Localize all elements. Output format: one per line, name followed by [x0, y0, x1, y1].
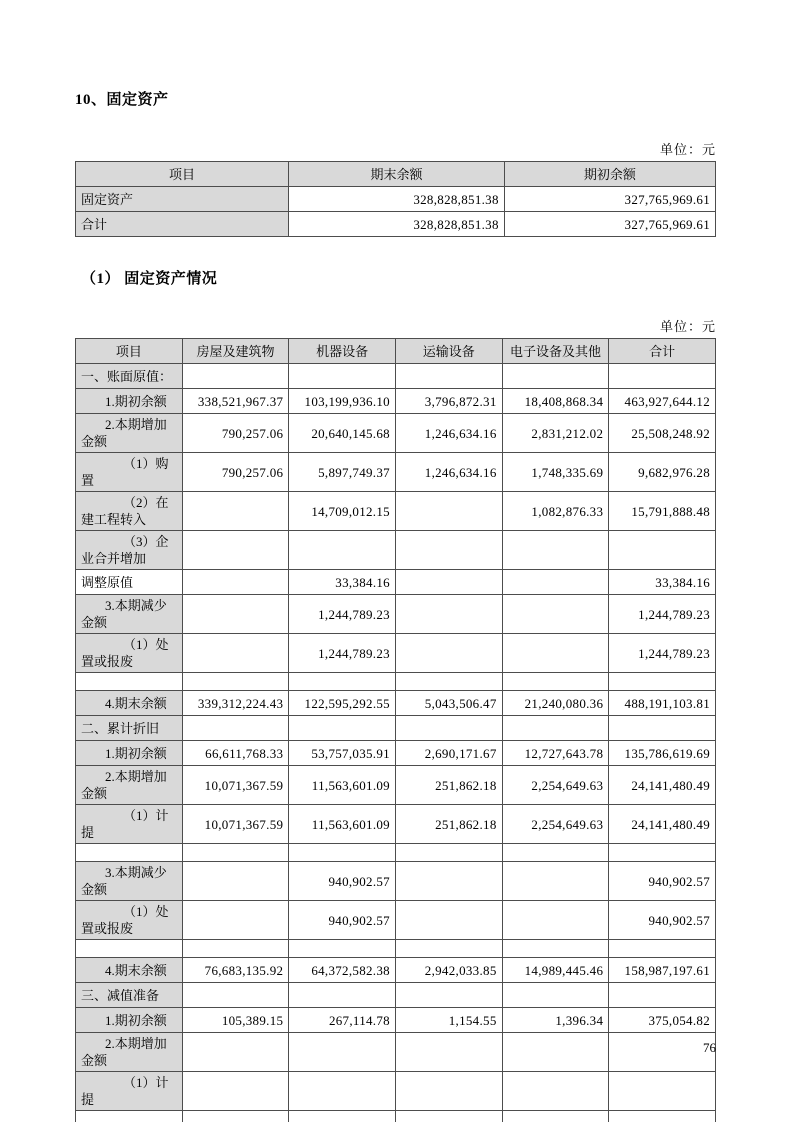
value-cell: 33,384.16	[289, 570, 396, 595]
value-cell	[182, 364, 289, 389]
value-cell: 1,748,335.69	[502, 453, 609, 492]
value-cell	[609, 673, 716, 691]
value-cell	[502, 570, 609, 595]
value-cell	[289, 1111, 396, 1122]
value-cell: 267,114.78	[289, 1008, 396, 1033]
value-cell	[182, 901, 289, 940]
value-cell: 488,191,103.81	[609, 691, 716, 716]
value-cell: 12,727,643.78	[502, 741, 609, 766]
value-cell	[182, 673, 289, 691]
value-cell: 25,508,248.92	[609, 414, 716, 453]
table-row	[76, 741, 716, 766]
row-label-cell: （1）计提	[76, 1072, 183, 1111]
row-label-cell: （1）处置或报废	[76, 901, 183, 940]
row-label-cell	[76, 940, 183, 958]
page-number: 76	[703, 1040, 716, 1055]
value-cell	[182, 531, 289, 570]
row-label-cell: 调整原值	[76, 570, 183, 595]
value-cell	[502, 673, 609, 691]
value-cell	[609, 1033, 716, 1072]
value-cell	[395, 1072, 502, 1111]
value-cell	[289, 1033, 396, 1072]
table-row	[76, 364, 716, 389]
detail-table-header	[76, 339, 716, 364]
table-row	[76, 691, 716, 716]
row-label-cell: （1）处置或报废	[76, 634, 183, 673]
value-cell: 18,408,868.34	[502, 389, 609, 414]
column-header: 房屋及建筑物	[182, 339, 289, 364]
value-cell	[182, 1111, 289, 1122]
row-label-cell: 3.本期减少金额	[76, 862, 183, 901]
value-cell	[182, 595, 289, 634]
table-row	[76, 1072, 716, 1111]
value-cell	[502, 844, 609, 862]
value-cell	[395, 862, 502, 901]
value-cell: 2,942,033.85	[395, 958, 502, 983]
value-cell: 3,796,872.31	[395, 389, 502, 414]
column-header: 合计	[609, 339, 716, 364]
value-cell	[502, 1072, 609, 1111]
value-cell	[395, 983, 502, 1008]
value-cell: 328,828,851.38	[289, 212, 505, 237]
value-cell	[395, 531, 502, 570]
value-cell	[502, 940, 609, 958]
value-cell	[182, 983, 289, 1008]
value-cell: 5,043,506.47	[395, 691, 502, 716]
table-row	[76, 983, 716, 1008]
value-cell	[395, 901, 502, 940]
value-cell	[182, 844, 289, 862]
table-row	[76, 453, 716, 492]
value-cell	[289, 1072, 396, 1111]
table-row	[76, 570, 716, 595]
row-label-cell	[76, 1111, 183, 1122]
column-header: 电子设备及其他	[502, 339, 609, 364]
value-cell: 11,563,601.09	[289, 766, 396, 805]
value-cell: 1,244,789.23	[609, 595, 716, 634]
value-cell: 9,682,976.28	[609, 453, 716, 492]
fixed-assets-detail-table	[75, 338, 716, 1122]
value-cell	[609, 940, 716, 958]
table-row	[76, 673, 716, 691]
value-cell	[502, 1033, 609, 1072]
table-row	[76, 766, 716, 805]
value-cell: 21,240,080.36	[502, 691, 609, 716]
value-cell	[502, 901, 609, 940]
row-label-cell: 固定资产	[76, 187, 289, 212]
value-cell: 338,521,967.37	[182, 389, 289, 414]
value-cell: 158,987,197.61	[609, 958, 716, 983]
value-cell	[289, 983, 396, 1008]
unit-label: 单位：元	[659, 142, 716, 157]
column-header: 项目	[76, 162, 289, 187]
value-cell: 327,765,969.61	[504, 187, 715, 212]
value-cell: 463,927,644.12	[609, 389, 716, 414]
value-cell: 122,595,292.55	[289, 691, 396, 716]
table-row	[76, 940, 716, 958]
value-cell	[395, 940, 502, 958]
value-cell: 940,902.57	[289, 901, 396, 940]
row-label-cell: 1.期初余额	[76, 741, 183, 766]
value-cell: 66,611,768.33	[182, 741, 289, 766]
value-cell: 1,246,634.16	[395, 453, 502, 492]
summary-table-header	[76, 162, 716, 187]
value-cell	[502, 595, 609, 634]
page-title: 10、固定资产	[75, 92, 169, 108]
row-label-cell: 1.期初余额	[76, 1008, 183, 1033]
value-cell	[395, 673, 502, 691]
value-cell	[502, 983, 609, 1008]
row-label-cell: 2.本期增加金额	[76, 414, 183, 453]
value-cell	[289, 940, 396, 958]
value-cell: 1,244,789.23	[609, 634, 716, 673]
value-cell	[395, 1033, 502, 1072]
value-cell	[395, 364, 502, 389]
value-cell: 24,141,480.49	[609, 805, 716, 844]
value-cell	[289, 716, 396, 741]
value-cell	[182, 940, 289, 958]
column-header: 期末余额	[289, 162, 505, 187]
row-label-cell: 一、账面原值：	[76, 364, 183, 389]
row-label-cell: 3.本期减少金额	[76, 595, 183, 634]
column-header: 运输设备	[395, 339, 502, 364]
value-cell: 14,989,445.46	[502, 958, 609, 983]
value-cell	[502, 531, 609, 570]
value-cell: 2,254,649.63	[502, 766, 609, 805]
table-row	[76, 212, 716, 237]
value-cell: 135,786,619.69	[609, 741, 716, 766]
value-cell: 103,199,936.10	[289, 389, 396, 414]
header-row	[76, 162, 716, 187]
row-label-cell: 三、减值准备	[76, 983, 183, 1008]
value-cell: 20,640,145.68	[289, 414, 396, 453]
value-cell: 10,071,367.59	[182, 766, 289, 805]
value-cell	[289, 364, 396, 389]
value-cell	[609, 1111, 716, 1122]
column-header: 期初余额	[504, 162, 715, 187]
value-cell	[609, 983, 716, 1008]
value-cell	[182, 862, 289, 901]
table-row	[76, 389, 716, 414]
value-cell: 1,154.55	[395, 1008, 502, 1033]
table-row	[76, 1033, 716, 1072]
row-label-cell: 2.本期增加金额	[76, 1033, 183, 1072]
value-cell: 940,902.57	[609, 862, 716, 901]
value-cell: 10,071,367.59	[182, 805, 289, 844]
table-row	[76, 716, 716, 741]
value-cell	[395, 844, 502, 862]
row-label-cell: （3）企业合并增加	[76, 531, 183, 570]
value-cell: 14,709,012.15	[289, 492, 396, 531]
value-cell: 1,244,789.23	[289, 634, 396, 673]
table-row	[76, 531, 716, 570]
table-row	[76, 414, 716, 453]
value-cell: 64,372,582.38	[289, 958, 396, 983]
table-row	[76, 1008, 716, 1033]
value-cell	[609, 716, 716, 741]
value-cell: 1,246,634.16	[395, 414, 502, 453]
row-label-cell	[76, 844, 183, 862]
value-cell	[502, 716, 609, 741]
value-cell	[182, 634, 289, 673]
value-cell: 790,257.06	[182, 453, 289, 492]
fixed-assets-summary-table	[75, 161, 716, 237]
table-row	[76, 958, 716, 983]
table-row	[76, 844, 716, 862]
column-header: 项目	[76, 339, 183, 364]
row-label-cell: （1）购置	[76, 453, 183, 492]
value-cell	[395, 716, 502, 741]
row-label-cell: （2）在建工程转入	[76, 492, 183, 531]
value-cell	[395, 570, 502, 595]
row-label-cell: 合计	[76, 212, 289, 237]
value-cell	[289, 531, 396, 570]
value-cell	[182, 1072, 289, 1111]
value-cell: 2,690,171.67	[395, 741, 502, 766]
value-cell: 2,254,649.63	[502, 805, 609, 844]
value-cell	[609, 531, 716, 570]
value-cell: 327,765,969.61	[504, 212, 715, 237]
row-label-cell: 2.本期增加金额	[76, 766, 183, 805]
value-cell	[289, 844, 396, 862]
summary-table-body	[76, 187, 716, 237]
table-row	[76, 805, 716, 844]
value-cell: 375,054.82	[609, 1008, 716, 1033]
value-cell: 328,828,851.38	[289, 187, 505, 212]
value-cell: 11,563,601.09	[289, 805, 396, 844]
value-cell: 2,831,212.02	[502, 414, 609, 453]
row-label-cell: 1.期初余额	[76, 389, 183, 414]
value-cell: 1,244,789.23	[289, 595, 396, 634]
value-cell: 105,389.15	[182, 1008, 289, 1033]
value-cell: 1,082,876.33	[502, 492, 609, 531]
value-cell: 251,862.18	[395, 766, 502, 805]
table-row	[76, 1111, 716, 1122]
value-cell	[395, 1111, 502, 1122]
value-cell: 251,862.18	[395, 805, 502, 844]
value-cell	[289, 673, 396, 691]
table-row	[76, 595, 716, 634]
value-cell: 24,141,480.49	[609, 766, 716, 805]
value-cell	[502, 862, 609, 901]
value-cell	[182, 570, 289, 595]
value-cell	[395, 492, 502, 531]
value-cell: 339,312,224.43	[182, 691, 289, 716]
value-cell: 76,683,135.92	[182, 958, 289, 983]
row-label-cell: （1）计提	[76, 805, 183, 844]
value-cell	[502, 634, 609, 673]
value-cell: 940,902.57	[609, 901, 716, 940]
row-label-cell: 4.期末余额	[76, 691, 183, 716]
value-cell	[182, 492, 289, 531]
row-label-cell: 4.期末余额	[76, 958, 183, 983]
value-cell	[609, 364, 716, 389]
unit-label: 单位：元	[659, 319, 716, 334]
value-cell: 33,384.16	[609, 570, 716, 595]
value-cell: 15,791,888.48	[609, 492, 716, 531]
value-cell: 790,257.06	[182, 414, 289, 453]
value-cell: 53,757,035.91	[289, 741, 396, 766]
section-heading: （1） 固定资产情况	[81, 271, 218, 287]
value-cell	[609, 1072, 716, 1111]
value-cell	[395, 634, 502, 673]
row-label-cell: 二、累计折旧	[76, 716, 183, 741]
value-cell	[182, 1033, 289, 1072]
table-row	[76, 901, 716, 940]
column-header: 机器设备	[289, 339, 396, 364]
value-cell	[182, 716, 289, 741]
value-cell	[609, 844, 716, 862]
value-cell	[395, 595, 502, 634]
row-label-cell	[76, 673, 183, 691]
value-cell: 5,897,749.37	[289, 453, 396, 492]
table-row	[76, 634, 716, 673]
value-cell	[502, 1111, 609, 1122]
detail-table-body	[76, 364, 716, 1122]
value-cell: 940,902.57	[289, 862, 396, 901]
table-row	[76, 862, 716, 901]
table-row	[76, 492, 716, 531]
header-row	[76, 339, 716, 364]
value-cell	[502, 364, 609, 389]
table-row	[76, 187, 716, 212]
value-cell: 1,396.34	[502, 1008, 609, 1033]
